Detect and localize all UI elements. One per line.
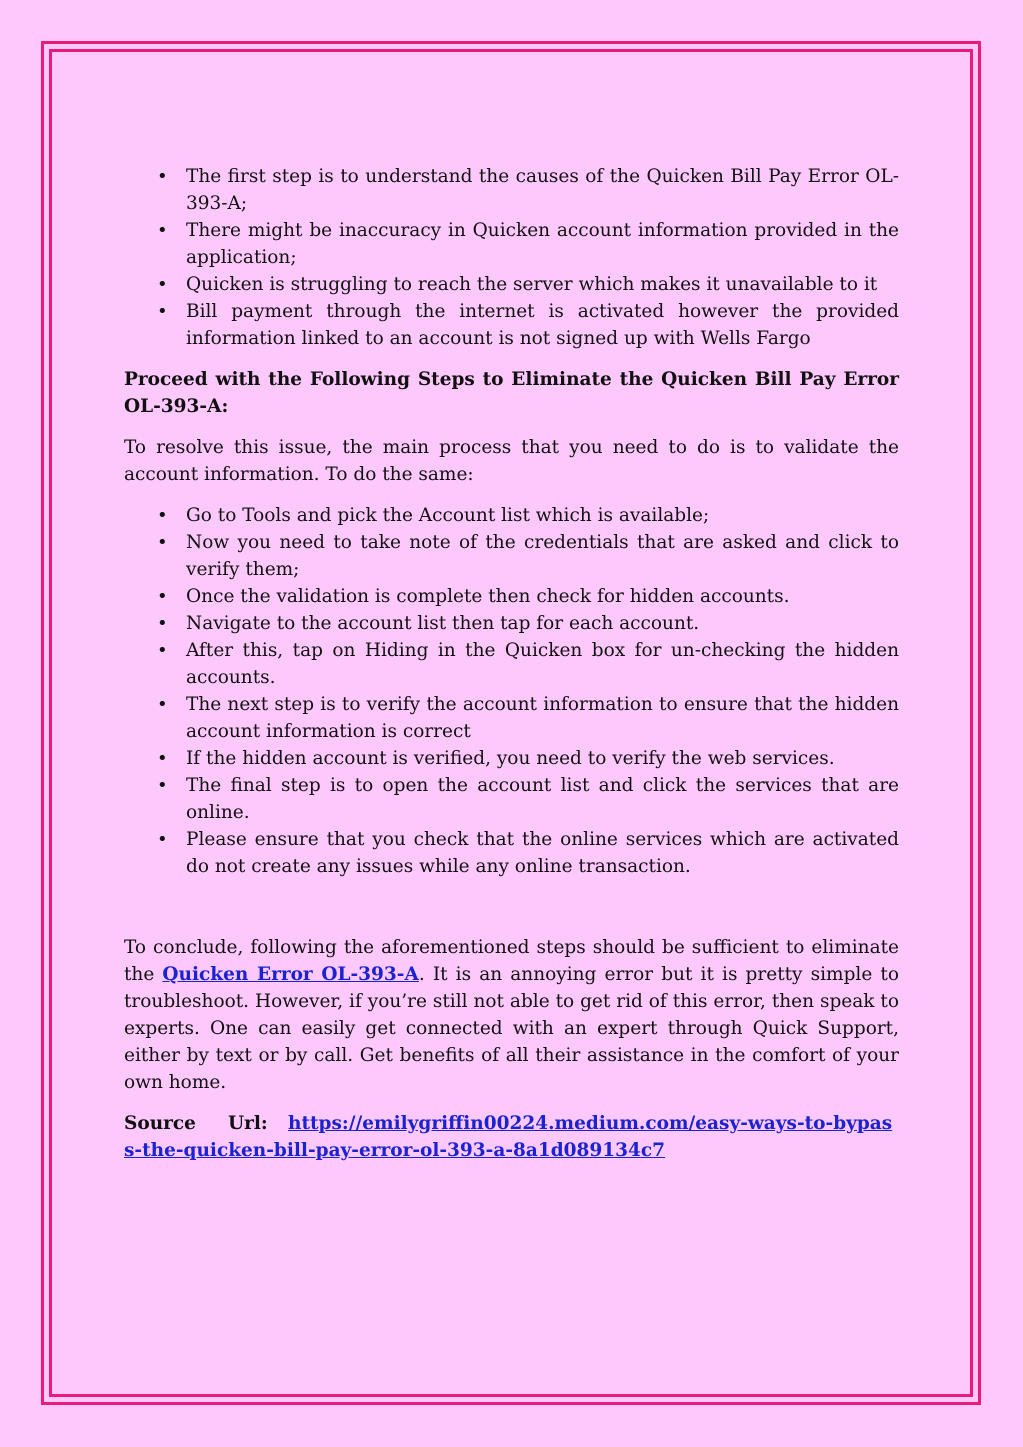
list-item: • Navigate to the account list then tap for each account. bbox=[186, 610, 899, 637]
source-label-word: Source bbox=[124, 1113, 196, 1134]
list-item: • There might be inaccuracy in Quicken account information provided in the application; bbox=[186, 217, 899, 271]
list-item: • The final step is to open the account list and click the services that are online. bbox=[186, 772, 899, 826]
list-item: • Once the validation is complete then check for hidden accounts. bbox=[186, 583, 899, 610]
list-item: • Go to Tools and pick the Account list which is available; bbox=[186, 502, 899, 529]
list-item: • After this, tap on Hiding in the Quicken box for un-checking the hidden accounts. bbox=[186, 637, 899, 691]
source-line bbox=[124, 1110, 899, 1164]
list-item: • The first step is to understand the causes of the Quicken Bill Pay Error OL-393-A; bbox=[186, 163, 899, 217]
url-label-word: Url: bbox=[227, 1113, 268, 1134]
conclusion-text-end: . It is an annoying error but it is pretty simple to troubleshoot. However, if you’re still not able to get rid of this error, then speak to experts. One can easily get connected with an expert through Quick Support, either by text or by call. Get benefits of all their assistance in the comfort of your own home. bbox=[124, 964, 899, 1093]
intro-paragraph: To resolve this issue, the main process that you need to do is to validate the account information. To do the same: bbox=[124, 437, 899, 485]
steps-list bbox=[124, 502, 899, 880]
conclusion-paragraph bbox=[124, 934, 899, 1096]
list-item: • The next step is to verify the account information to ensure that the hidden account information is correct bbox=[186, 691, 899, 745]
source-label bbox=[124, 1110, 288, 1137]
document-body bbox=[124, 163, 899, 1164]
list-item: • Please ensure that you check that the online services which are activated do not create any issues while any online transaction. bbox=[186, 826, 899, 880]
list-item: • Now you need to take note of the credentials that are asked and click to verify them; bbox=[186, 529, 899, 583]
list-item: • Quicken is struggling to reach the server which makes it unavailable to it bbox=[186, 271, 899, 298]
section-heading: Proceed with the Following Steps to Eliminate the Quicken Bill Pay Error OL-393-A: bbox=[124, 369, 899, 417]
causes-list bbox=[124, 163, 899, 352]
quicken-error-link[interactable]: Quicken Error OL-393-A bbox=[162, 964, 419, 985]
conclusion-text-start: To conclude, following the aforementioned steps should be sufficient to eliminate the bbox=[124, 937, 899, 985]
source-url-link[interactable]: https://emilygriffin00224.medium.com/easy-ways-to-bypass-the-quicken-bill-pay-error-ol-393-a-8a1d089134c7 bbox=[124, 1113, 893, 1161]
list-item: • Bill payment through the internet is activated however the provided information linked to an account is not signed up with Wells Fargo bbox=[186, 298, 899, 352]
list-item: • If the hidden account is verified, you need to verify the web services. bbox=[186, 745, 899, 772]
